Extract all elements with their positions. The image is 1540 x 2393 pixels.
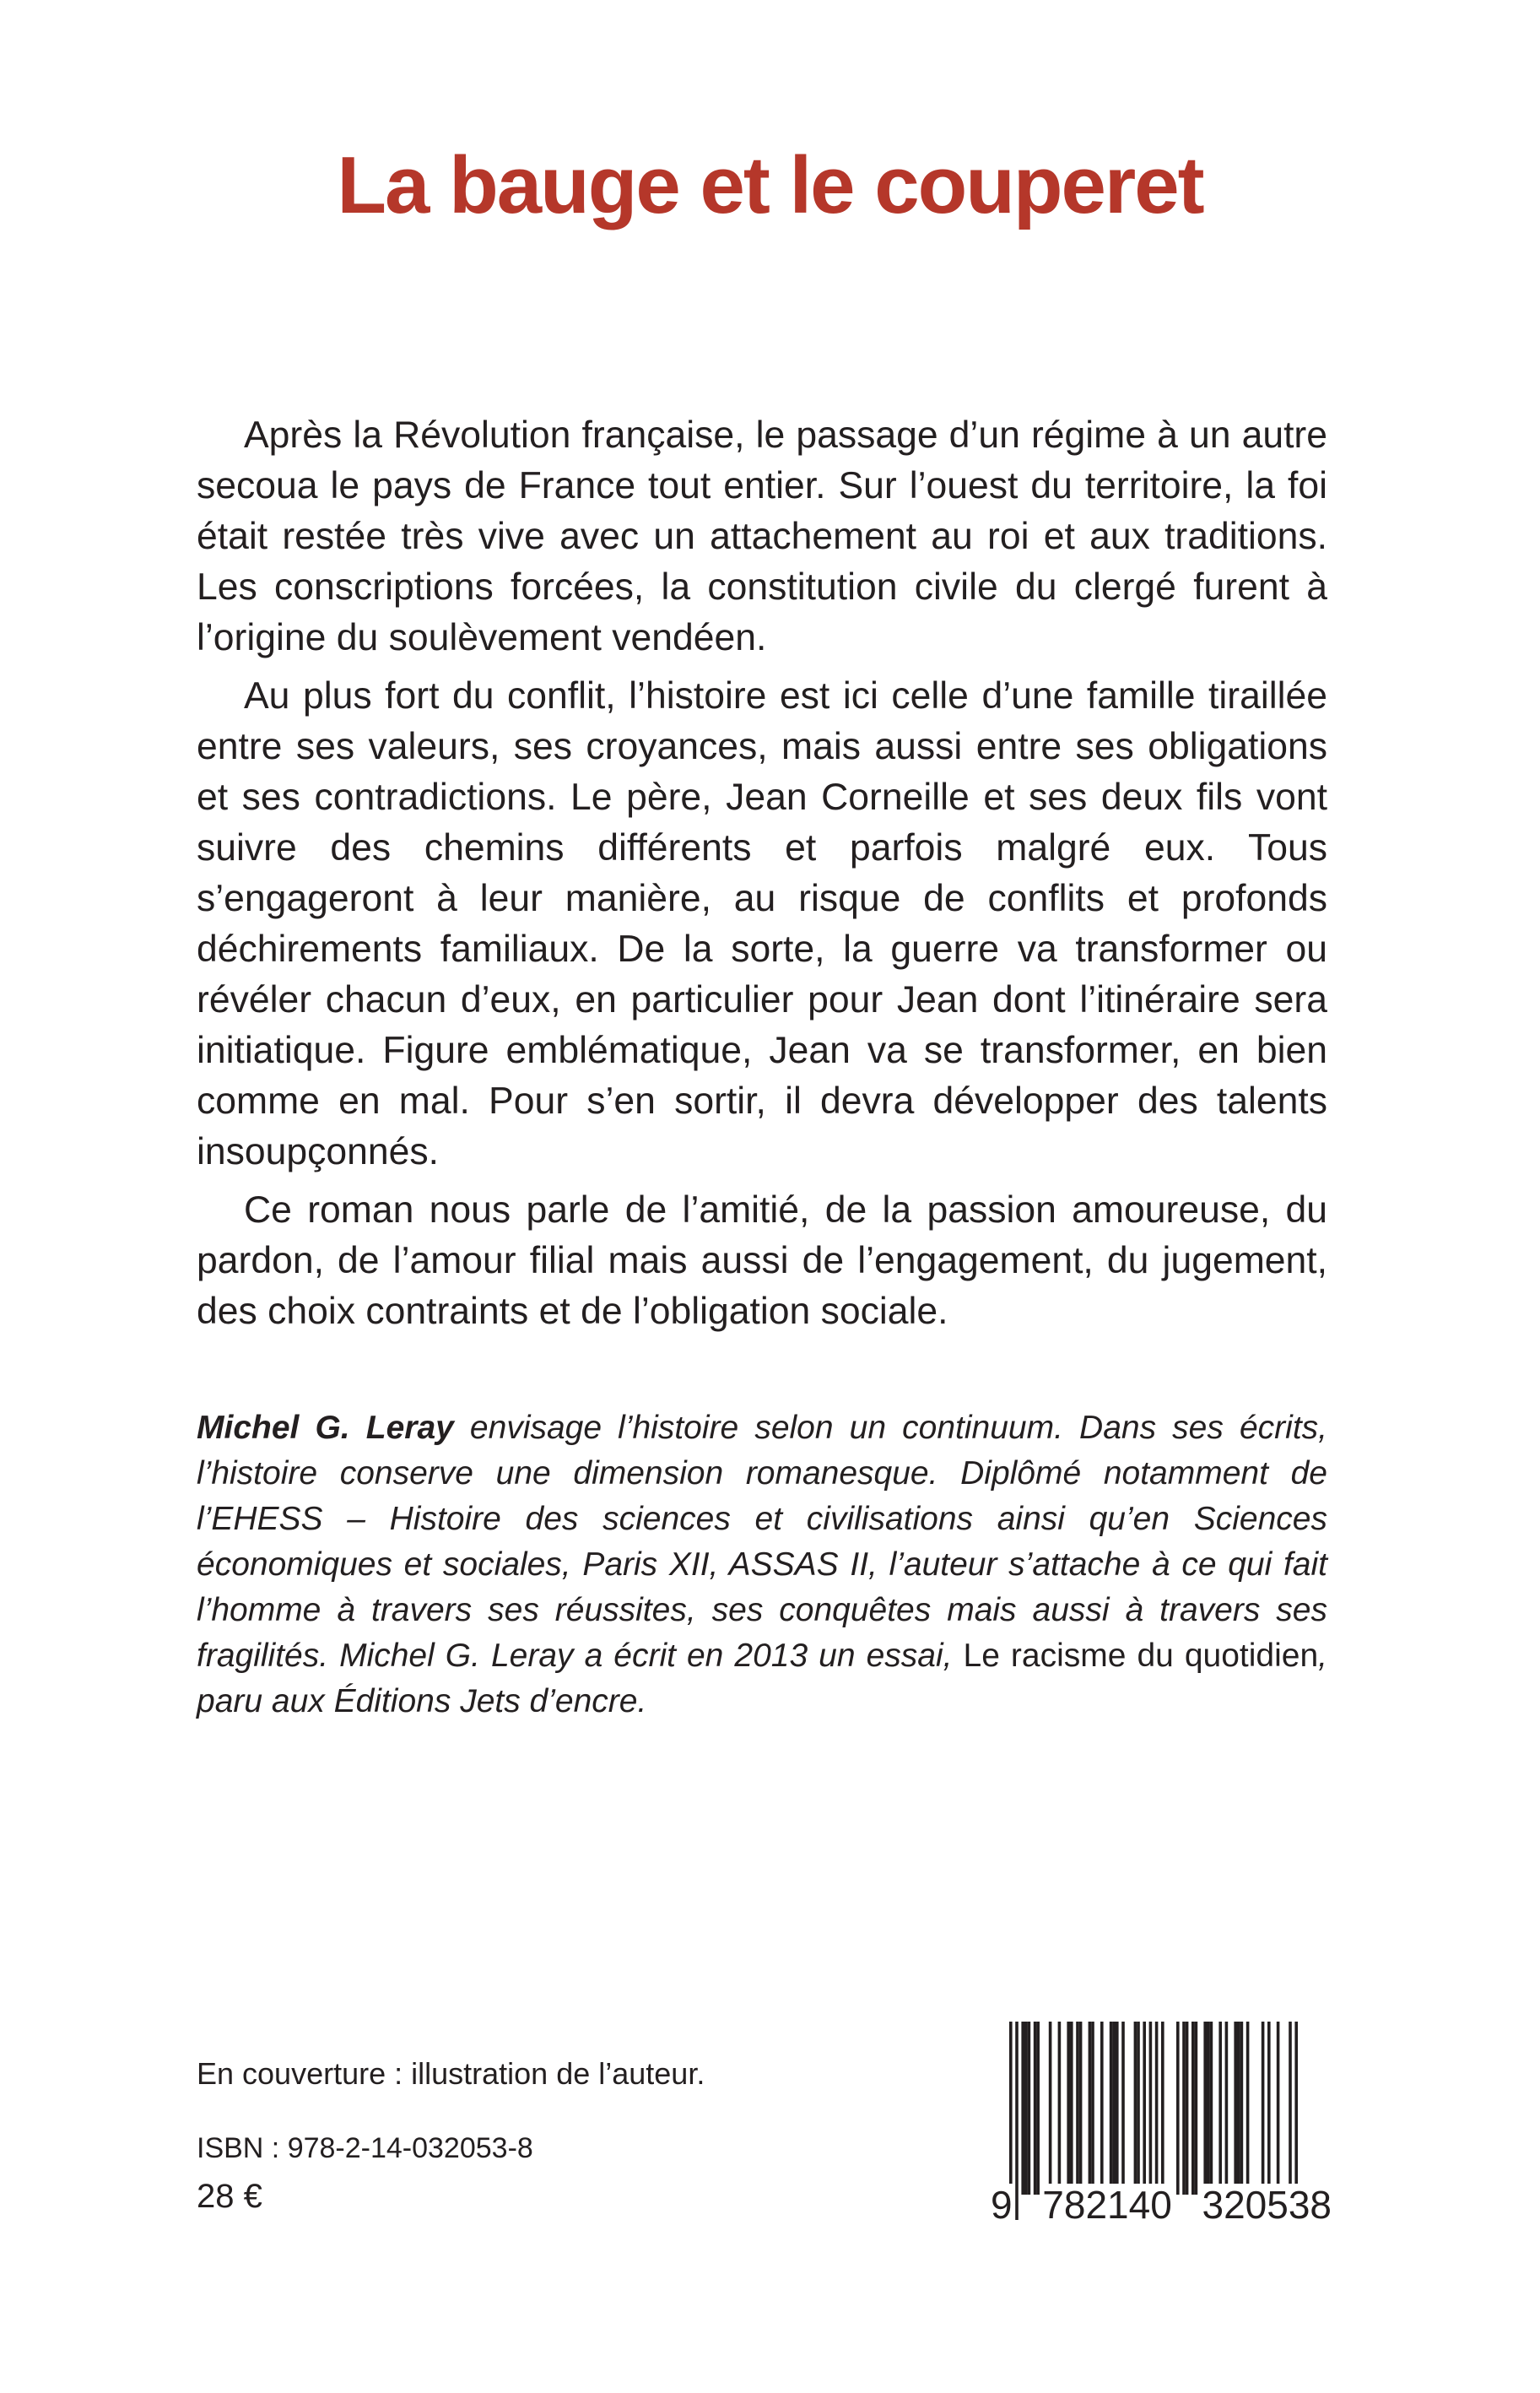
barcode-bar xyxy=(1186,2022,1189,2195)
barcode-bar xyxy=(1079,2022,1083,2195)
barcode-bar xyxy=(1246,2022,1250,2195)
barcode-bar xyxy=(1021,2022,1024,2195)
barcode-group-right: 320538 xyxy=(1202,2183,1332,2227)
barcode-bar xyxy=(1203,2022,1207,2195)
bio-work-title: Le racisme du quotidien xyxy=(963,1638,1319,1674)
barcode-bar xyxy=(1024,2022,1028,2195)
barcode-bar xyxy=(1195,2022,1198,2195)
summary-paragraph: Après la Révolution française, le passage d’un régime à un autre secoua le pays de France tout entier. Sur l’ouest du territoire, la foi était restée très vive avec un attachement au roi et aux traditions. Les conscriptions forcées, la constitution civile du clergé furent à l’origine du soulèvement vendéen. xyxy=(197,414,1327,658)
cover-credit: En couverture : illustration de l’auteur. xyxy=(197,2056,705,2091)
bio-text-end: , paru aux Éditions Jets d’encre. xyxy=(197,1638,1327,1719)
barcode-bar xyxy=(1176,2022,1180,2195)
isbn: ISBN : 978-2-14-032053-8 xyxy=(197,2132,533,2164)
book-title: La bauge et le couperet xyxy=(337,140,1203,230)
summary-paragraph: Au plus fort du conflit, l’histoire est ici celle d’une famille tiraillée entre ses valeurs, ses croyances, mais aussi entre ses obligations et ses contradictions. Le père, Jean Corneille et ses deux fils vont suivre des chemins différents et parfois malgré eux. Tous s’engageront à leur manière, au risque de conflits et profonds déchirements familiaux. De la sorte, la guerre va transformer ou révéler chacun d’eux, en particulier pour Jean dont l’itinéraire sera initiatique. Figure emblématique, Jean va se transformer, en bien comme en mal. Pour s’en sortir, il devra développer des talents insoupçonnés. xyxy=(197,675,1327,1172)
barcode-bar xyxy=(1267,2022,1271,2195)
barcode-bar xyxy=(1240,2022,1244,2195)
price: 28 € xyxy=(197,2178,262,2215)
barcode-bar xyxy=(1036,2022,1040,2195)
barcode-bar xyxy=(1237,2022,1240,2195)
barcode-bar xyxy=(1182,2022,1186,2195)
barcode-bar xyxy=(1161,2022,1164,2195)
barcode-bar xyxy=(1143,2022,1146,2195)
barcode-digit-first: 9 xyxy=(991,2183,1013,2227)
barcode-bar xyxy=(1121,2022,1125,2195)
barcode-bar xyxy=(1091,2022,1094,2195)
barcode-group-left: 782140 xyxy=(1042,2183,1172,2227)
barcode-bar xyxy=(1207,2022,1210,2195)
barcode xyxy=(989,2022,1333,2233)
summary-paragraph: Ce roman nous parle de l’amitié, de la passion amoureuse, du pardon, de l’amour filial mais aussi de l’engagement, du jugement, des choix contraints et de l’obligation sociale. xyxy=(197,1189,1327,1332)
barcode-bar xyxy=(1034,2022,1037,2195)
barcode-bar xyxy=(1076,2022,1079,2195)
barcode-bar xyxy=(1210,2022,1213,2195)
barcode-bar xyxy=(1110,2022,1113,2195)
barcode-bar xyxy=(1218,2022,1222,2195)
barcode-bar xyxy=(1089,2022,1092,2195)
barcode-bar xyxy=(1028,2022,1031,2195)
barcode-bar xyxy=(1137,2022,1140,2195)
barcode-bar xyxy=(1070,2022,1073,2195)
barcode-bar xyxy=(1134,2022,1137,2195)
book-summary xyxy=(197,410,1327,1345)
bio-text: envisage l’histoire selon un continuum. Dans ses écrits, l’histoire conserve une dimension romanesque. Diplômé notamment de l’EHESS – Histoire des sciences et civilisations ainsi qu’en Sciences économiques et sociales, Paris XII, ASSAS II, l’auteur s’attache à ce qui fait l’homme à travers ses réussites, ses conquêtes mais aussi à travers ses fragilités. Michel G. Leray a écrit en 2013 un essai, xyxy=(197,1410,1327,1674)
barcode-bar xyxy=(1067,2022,1070,2195)
barcode-bar xyxy=(1262,2022,1265,2195)
barcode-bar xyxy=(1058,2022,1062,2195)
barcode-bar xyxy=(1234,2022,1237,2195)
author-name: Michel G. Leray xyxy=(197,1410,454,1446)
barcode-bar xyxy=(1277,2022,1280,2195)
barcode-bar xyxy=(1116,2022,1119,2195)
barcode-bar xyxy=(1049,2022,1052,2195)
author-bio xyxy=(197,1405,1327,1724)
barcode-bar xyxy=(1191,2022,1195,2195)
barcode-bar xyxy=(1225,2022,1229,2195)
barcode-digits xyxy=(989,2184,1333,2226)
barcode-bar xyxy=(1100,2022,1104,2195)
barcode-bar xyxy=(1112,2022,1116,2195)
